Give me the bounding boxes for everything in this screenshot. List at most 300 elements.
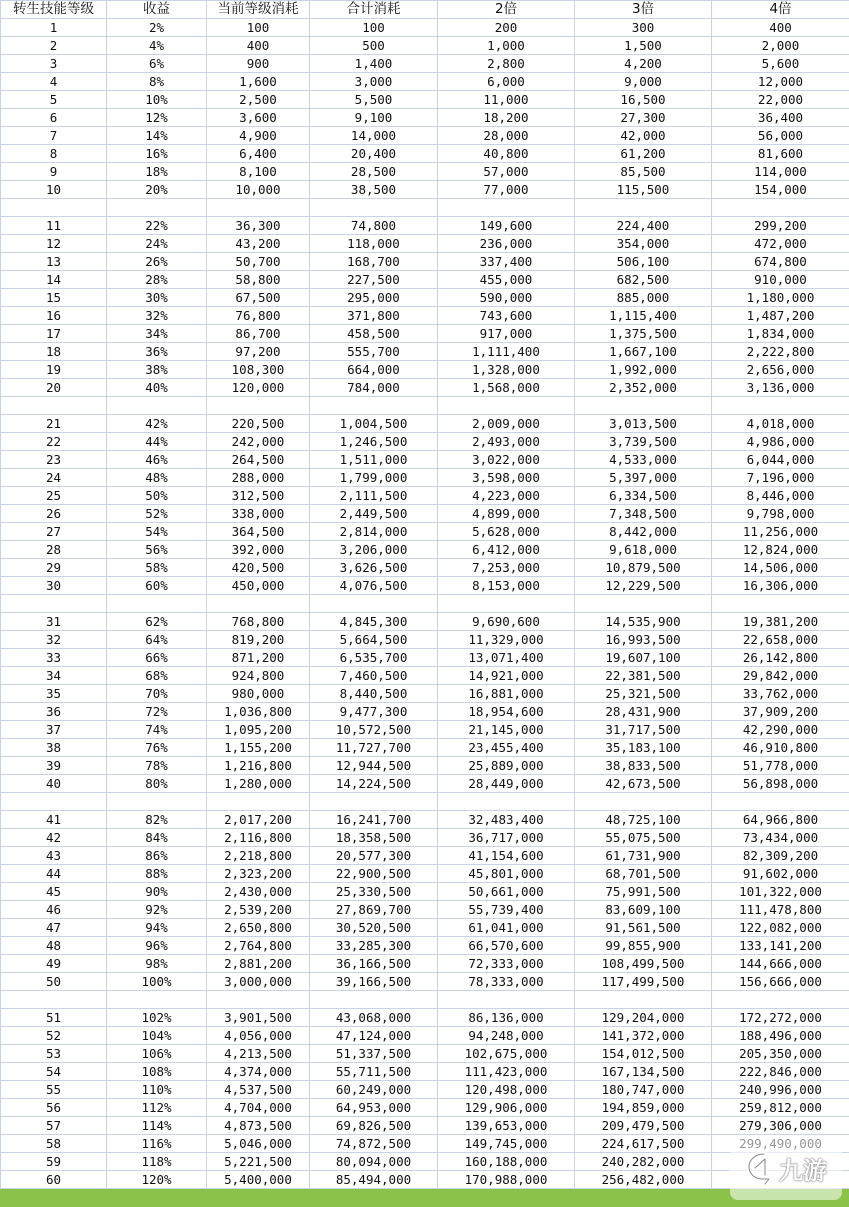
table-cell: 10,000 [207, 181, 310, 199]
table-cell: 85,500 [575, 163, 712, 181]
table-cell: 917,000 [438, 325, 575, 343]
table-cell: 32 [1, 631, 107, 649]
table-cell: 77,000 [438, 181, 575, 199]
table-cell: 3,136,000 [712, 379, 849, 397]
table-row [1, 433, 849, 451]
table-cell: 10,879,500 [575, 559, 712, 577]
table-cell: 4,200 [575, 55, 712, 73]
table-cell: 2,881,200 [207, 955, 310, 973]
table-cell [575, 199, 712, 217]
table-cell: 42% [107, 415, 207, 433]
table-cell: 120,498,000 [438, 1081, 575, 1099]
table-cell [438, 991, 575, 1009]
table-cell: 120% [107, 1171, 207, 1189]
table-cell: 58 [1, 1135, 107, 1153]
table-cell: 34 [1, 667, 107, 685]
table-cell: 200 [438, 19, 575, 37]
table-cell: 8,100 [207, 163, 310, 181]
table-cell: 44 [1, 865, 107, 883]
table-cell: 1,799,000 [310, 469, 438, 487]
table-cell: 32,483,400 [438, 811, 575, 829]
table-cell: 28,000 [438, 127, 575, 145]
table-cell: 51 [1, 1009, 107, 1027]
table-cell: 112% [107, 1099, 207, 1117]
table-cell [1, 793, 107, 811]
table-cell: 4 [1, 73, 107, 91]
watermark-text: 九游 [779, 1156, 827, 1185]
table-row [1, 721, 849, 739]
table-cell [575, 793, 712, 811]
table-cell: 96% [107, 937, 207, 955]
table-cell: 25 [1, 487, 107, 505]
table-cell: 11,256,000 [712, 523, 849, 541]
table-cell: 45 [1, 883, 107, 901]
table-cell: 1,568,000 [438, 379, 575, 397]
table-row [1, 523, 849, 541]
table-cell: 156,666,000 [712, 973, 849, 991]
table-cell: 129,906,000 [438, 1099, 575, 1117]
table-cell: 16,241,700 [310, 811, 438, 829]
table-cell: 41 [1, 811, 107, 829]
table-cell: 72,333,000 [438, 955, 575, 973]
table-cell: 27 [1, 523, 107, 541]
table-cell: 104% [107, 1027, 207, 1045]
table-cell [575, 397, 712, 415]
table-cell: 78% [107, 757, 207, 775]
table-cell: 80,094,000 [310, 1153, 438, 1171]
table-cell: 74% [107, 721, 207, 739]
table-cell: 3,600 [207, 109, 310, 127]
table-cell: 50,700 [207, 253, 310, 271]
table-row [1, 811, 849, 829]
table-cell: 2,650,800 [207, 919, 310, 937]
table-cell: 337,400 [438, 253, 575, 271]
table-cell: 224,400 [575, 217, 712, 235]
table-cell: 5,600 [712, 55, 849, 73]
table-cell: 48 [1, 937, 107, 955]
table-cell: 28,431,900 [575, 703, 712, 721]
table-cell: 39 [1, 757, 107, 775]
table-cell: 18 [1, 343, 107, 361]
table-row [1, 937, 849, 955]
table-cell: 20 [1, 379, 107, 397]
table-cell: 924,800 [207, 667, 310, 685]
table-cell [207, 397, 310, 415]
table-cell: 33,762,000 [712, 685, 849, 703]
table-cell: 108,499,500 [575, 955, 712, 973]
table-cell: 17 [1, 325, 107, 343]
table-cell: 120,000 [207, 379, 310, 397]
table-cell [575, 595, 712, 613]
table-cell: 14,224,500 [310, 775, 438, 793]
table-cell: 3,013,500 [575, 415, 712, 433]
table-cell: 55 [1, 1081, 107, 1099]
table-cell: 14 [1, 271, 107, 289]
table-cell: 56 [1, 1099, 107, 1117]
table-cell: 102,675,000 [438, 1045, 575, 1063]
table-cell: 68% [107, 667, 207, 685]
table-cell: 25,321,500 [575, 685, 712, 703]
table-cell: 4,374,000 [207, 1063, 310, 1081]
table-row [1, 739, 849, 757]
table-cell: 58,800 [207, 271, 310, 289]
table-cell: 35,183,100 [575, 739, 712, 757]
table-cell: 8,442,000 [575, 523, 712, 541]
table-row [1, 775, 849, 793]
table-cell: 9 [1, 163, 107, 181]
table-cell: 6,334,500 [575, 487, 712, 505]
table-cell: 2,764,800 [207, 937, 310, 955]
table-cell: 43,200 [207, 235, 310, 253]
table-cell: 16,993,500 [575, 631, 712, 649]
table-cell: 1,600 [207, 73, 310, 91]
table-cell: 68,701,500 [575, 865, 712, 883]
table-cell: 30 [1, 577, 107, 595]
table-cell: 37,909,200 [712, 703, 849, 721]
table-cell: 144,666,000 [712, 955, 849, 973]
table-cell: 1,487,200 [712, 307, 849, 325]
table-cell: 41,154,600 [438, 847, 575, 865]
table-row [1, 541, 849, 559]
table-cell: 420,500 [207, 559, 310, 577]
table-cell: 1,511,000 [310, 451, 438, 469]
table-cell: 2,449,500 [310, 505, 438, 523]
table-cell [310, 397, 438, 415]
table-row [1, 847, 849, 865]
table-cell: 43 [1, 847, 107, 865]
table-cell [107, 199, 207, 217]
table-cell: 1,500 [575, 37, 712, 55]
table-cell: 2,111,500 [310, 487, 438, 505]
table-cell: 88% [107, 865, 207, 883]
bottom-green-bar [0, 1189, 849, 1207]
table-cell: 28,449,000 [438, 775, 575, 793]
table-cell [438, 595, 575, 613]
table-cell: 2,800 [438, 55, 575, 73]
table-cell: 242,000 [207, 433, 310, 451]
table-cell: 4,018,000 [712, 415, 849, 433]
table-row [1, 1099, 849, 1117]
table-cell: 4,900 [207, 127, 310, 145]
table-cell: 1,095,200 [207, 721, 310, 739]
table-cell: 30% [107, 289, 207, 307]
table-cell: 129,204,000 [575, 1009, 712, 1027]
table-cell: 9,690,600 [438, 613, 575, 631]
table-cell: 12% [107, 109, 207, 127]
table-cell: 115,500 [575, 181, 712, 199]
table-row [1, 505, 849, 523]
table-cell: 9,477,300 [310, 703, 438, 721]
table-cell: 102% [107, 1009, 207, 1027]
table-cell: 400 [712, 19, 849, 37]
table-cell: 7,348,500 [575, 505, 712, 523]
table-cell: 1,992,000 [575, 361, 712, 379]
table-cell: 118,000 [310, 235, 438, 253]
table-cell: 80% [107, 775, 207, 793]
table-cell: 4,223,000 [438, 487, 575, 505]
table-cell: 1,155,200 [207, 739, 310, 757]
table-cell: 48,725,100 [575, 811, 712, 829]
table-cell: 42,673,500 [575, 775, 712, 793]
table-row [1, 685, 849, 703]
column-header: 转生技能等级 [1, 1, 107, 19]
table-cell: 26% [107, 253, 207, 271]
table-cell: 295,000 [310, 289, 438, 307]
table-cell: 35 [1, 685, 107, 703]
table-cell: 36% [107, 343, 207, 361]
table-cell: 86,700 [207, 325, 310, 343]
table-cell: 141,372,000 [575, 1027, 712, 1045]
table-cell: 1,246,500 [310, 433, 438, 451]
table-cell: 768,800 [207, 613, 310, 631]
table-cell: 24 [1, 469, 107, 487]
table-cell: 6,412,000 [438, 541, 575, 559]
table-cell: 55,739,400 [438, 901, 575, 919]
table-cell: 69,826,500 [310, 1117, 438, 1135]
table-cell: 20% [107, 181, 207, 199]
table-row [1, 217, 849, 235]
table-row [1, 271, 849, 289]
table-cell: 5,400,000 [207, 1171, 310, 1189]
table-row [1, 487, 849, 505]
table-cell: 3,206,000 [310, 541, 438, 559]
table-cell: 2% [107, 19, 207, 37]
table-cell: 11,000 [438, 91, 575, 109]
table-cell: 3,739,500 [575, 433, 712, 451]
table-cell: 167,134,500 [575, 1063, 712, 1081]
table-cell: 29 [1, 559, 107, 577]
table-cell: 227,500 [310, 271, 438, 289]
table-cell: 26 [1, 505, 107, 523]
table-cell: 3 [1, 55, 107, 73]
table-cell: 4,533,000 [575, 451, 712, 469]
table-row [1, 883, 849, 901]
table-cell [310, 595, 438, 613]
table-cell: 100 [207, 19, 310, 37]
table-cell: 2,656,000 [712, 361, 849, 379]
table-cell: 76% [107, 739, 207, 757]
table-row [1, 649, 849, 667]
table-cell: 240,282,000 [575, 1153, 712, 1171]
table-cell: 172,272,000 [712, 1009, 849, 1027]
table-cell: 114,000 [712, 163, 849, 181]
table-cell: 56,898,000 [712, 775, 849, 793]
table-cell: 64,953,000 [310, 1099, 438, 1117]
table-cell [207, 991, 310, 1009]
column-header: 合计消耗 [310, 1, 438, 19]
table-cell [207, 199, 310, 217]
table-cell: 1 [1, 19, 107, 37]
table-cell [438, 397, 575, 415]
table-cell: 6% [107, 55, 207, 73]
table-cell: 55,711,500 [310, 1063, 438, 1081]
spacer-row [1, 199, 849, 217]
table-row [1, 757, 849, 775]
table-cell: 13,071,400 [438, 649, 575, 667]
table-cell: 3,626,500 [310, 559, 438, 577]
table-cell: 61,731,900 [575, 847, 712, 865]
table-cell: 33 [1, 649, 107, 667]
table-cell: 46 [1, 901, 107, 919]
table-row [1, 307, 849, 325]
table-cell: 55,075,500 [575, 829, 712, 847]
table-cell: 108,300 [207, 361, 310, 379]
table-cell: 4,704,000 [207, 1099, 310, 1117]
table-cell: 1,180,000 [712, 289, 849, 307]
table-cell: 44% [107, 433, 207, 451]
table-cell: 2,493,000 [438, 433, 575, 451]
table-cell: 58% [107, 559, 207, 577]
table-cell: 8,440,500 [310, 685, 438, 703]
table-cell: 47,124,000 [310, 1027, 438, 1045]
table-cell: 1,400 [310, 55, 438, 73]
table-row [1, 577, 849, 595]
table-cell [310, 991, 438, 1009]
table-cell: 38,500 [310, 181, 438, 199]
table-cell: 1,115,400 [575, 307, 712, 325]
watermark [730, 1136, 842, 1200]
table-cell: 100% [107, 973, 207, 991]
table-cell: 8% [107, 73, 207, 91]
table-row [1, 451, 849, 469]
table-cell: 312,500 [207, 487, 310, 505]
table-cell: 66,570,600 [438, 937, 575, 955]
table-cell: 15 [1, 289, 107, 307]
table-cell: 16,500 [575, 91, 712, 109]
table-cell: 168,700 [310, 253, 438, 271]
table-cell: 2,500 [207, 91, 310, 109]
table-row [1, 1009, 849, 1027]
table-cell: 149,600 [438, 217, 575, 235]
table-cell [1, 397, 107, 415]
table-cell: 22,000 [712, 91, 849, 109]
table-cell: 62% [107, 613, 207, 631]
table-cell: 743,600 [438, 307, 575, 325]
table-cell [207, 595, 310, 613]
table-cell: 94% [107, 919, 207, 937]
table-cell [107, 991, 207, 1009]
table-cell: 18,200 [438, 109, 575, 127]
table-cell: 2 [1, 37, 107, 55]
table-cell [712, 199, 849, 217]
table-row [1, 235, 849, 253]
spacer-row [1, 793, 849, 811]
table-cell: 2,017,200 [207, 811, 310, 829]
table-cell: 20,400 [310, 145, 438, 163]
table-cell: 36,717,000 [438, 829, 575, 847]
table-row [1, 829, 849, 847]
table-cell: 28% [107, 271, 207, 289]
table-cell [438, 793, 575, 811]
header-row [1, 1, 849, 19]
table-row [1, 379, 849, 397]
table-cell: 6,044,000 [712, 451, 849, 469]
table-cell: 39,166,500 [310, 973, 438, 991]
table-cell: 3,022,000 [438, 451, 575, 469]
table-cell: 50,661,000 [438, 883, 575, 901]
table-cell: 26,142,800 [712, 649, 849, 667]
table-cell: 9,618,000 [575, 541, 712, 559]
table-cell: 180,747,000 [575, 1081, 712, 1099]
table-cell: 11,329,000 [438, 631, 575, 649]
table-cell: 52% [107, 505, 207, 523]
table-cell: 24% [107, 235, 207, 253]
table-cell: 22% [107, 217, 207, 235]
table-cell: 10,572,500 [310, 721, 438, 739]
table-cell: 506,100 [575, 253, 712, 271]
table-cell: 33,285,300 [310, 937, 438, 955]
table-cell: 54% [107, 523, 207, 541]
table-cell: 871,200 [207, 649, 310, 667]
table-cell: 674,800 [712, 253, 849, 271]
table-cell [575, 991, 712, 1009]
table-cell: 288,000 [207, 469, 310, 487]
table-cell: 3,598,000 [438, 469, 575, 487]
table-cell: 784,000 [310, 379, 438, 397]
table-row [1, 181, 849, 199]
table-cell: 6,535,700 [310, 649, 438, 667]
table-cell: 500 [310, 37, 438, 55]
table-cell: 450,000 [207, 577, 310, 595]
table-cell: 66% [107, 649, 207, 667]
table-cell: 118% [107, 1153, 207, 1171]
table-cell: 32% [107, 307, 207, 325]
table-cell: 4,845,300 [310, 613, 438, 631]
table-row [1, 955, 849, 973]
table-cell: 354,000 [575, 235, 712, 253]
table-cell: 5,664,500 [310, 631, 438, 649]
table-cell: 10 [1, 181, 107, 199]
table-cell: 37 [1, 721, 107, 739]
table-cell: 16,306,000 [712, 577, 849, 595]
table-cell: 84% [107, 829, 207, 847]
table-cell: 664,000 [310, 361, 438, 379]
table-cell: 4,076,500 [310, 577, 438, 595]
table-cell: 13 [1, 253, 107, 271]
table-cell: 371,800 [310, 307, 438, 325]
table-cell: 5,628,000 [438, 523, 575, 541]
table-row [1, 73, 849, 91]
table-cell: 36,400 [712, 109, 849, 127]
table-cell: 1,216,800 [207, 757, 310, 775]
table-cell: 14,921,000 [438, 667, 575, 685]
table-cell: 81,600 [712, 145, 849, 163]
table-row [1, 1153, 849, 1171]
table-cell: 4,899,000 [438, 505, 575, 523]
table-cell: 12 [1, 235, 107, 253]
table-cell: 12,229,500 [575, 577, 712, 595]
table-cell: 51,778,000 [712, 757, 849, 775]
table-row [1, 865, 849, 883]
table-cell [712, 397, 849, 415]
table-cell: 9,100 [310, 109, 438, 127]
table-cell: 52 [1, 1027, 107, 1045]
table-cell: 6,400 [207, 145, 310, 163]
table-row [1, 253, 849, 271]
table-cell: 60,249,000 [310, 1081, 438, 1099]
table-cell: 7 [1, 127, 107, 145]
table-cell: 23 [1, 451, 107, 469]
table-cell: 27,869,700 [310, 901, 438, 919]
table-cell: 122,082,000 [712, 919, 849, 937]
table-cell: 40,800 [438, 145, 575, 163]
table-cell: 364,500 [207, 523, 310, 541]
table-cell: 61,200 [575, 145, 712, 163]
table-cell: 22,658,000 [712, 631, 849, 649]
table-cell: 3,901,500 [207, 1009, 310, 1027]
table-cell: 5,046,000 [207, 1135, 310, 1153]
table-cell: 16,881,000 [438, 685, 575, 703]
